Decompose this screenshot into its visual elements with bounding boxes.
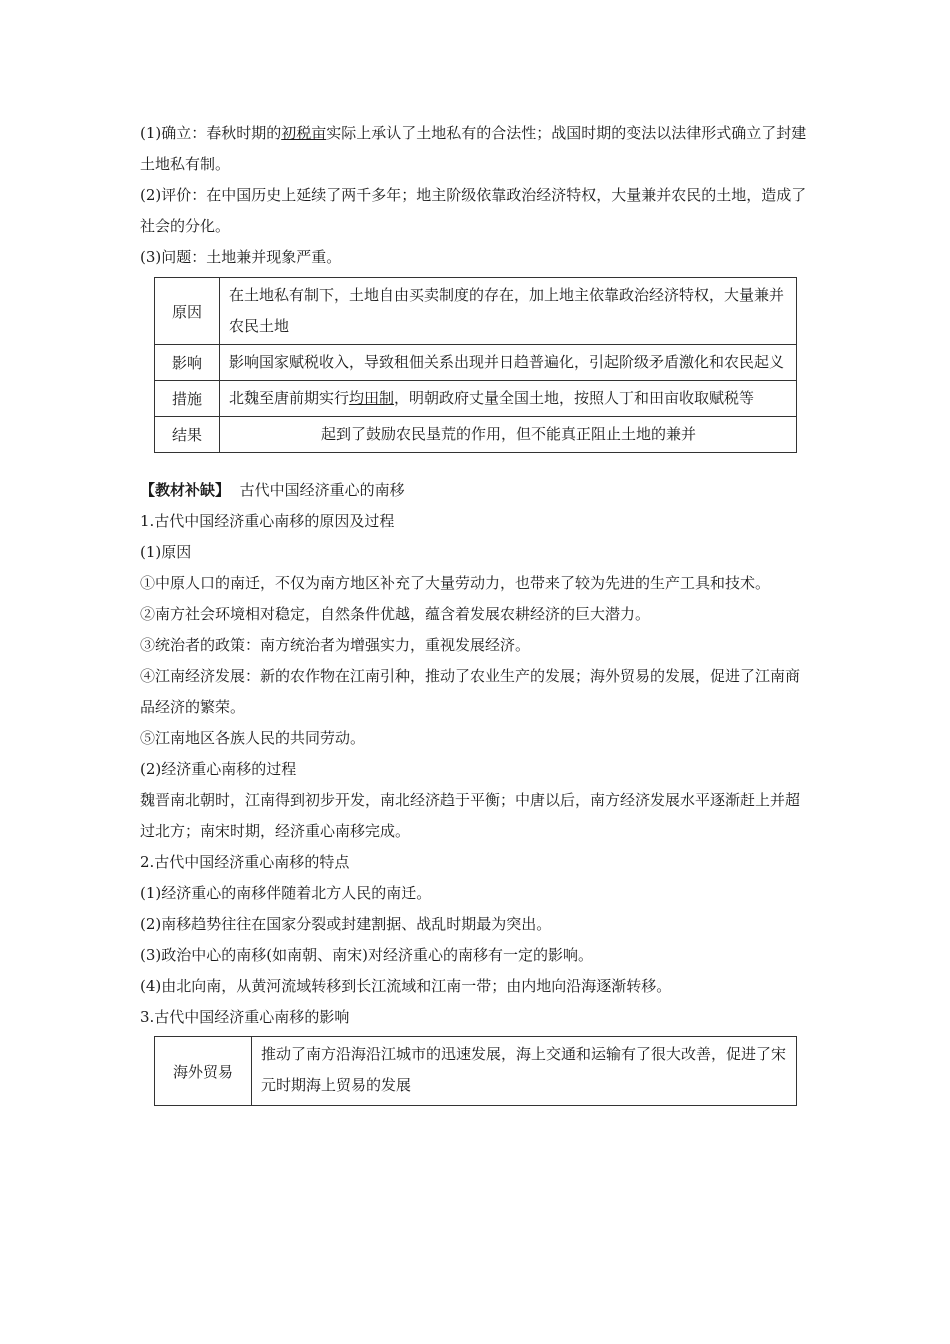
- row-header-measures: 措施: [155, 381, 220, 417]
- subheading-process: (2)经济重心南移的过程: [140, 760, 297, 778]
- feature-item: (4)由北向南，从黄河流域转移到长江流域和江南一带；由内地向沿海逐渐转移。: [140, 977, 672, 995]
- impact-table: [154, 1036, 797, 1106]
- text: 北魏至唐前期实行: [229, 389, 350, 407]
- row-header-effect: 影响: [155, 345, 220, 381]
- paragraph-evaluation: (2)评价：在中国历史上延续了两千多年；地主阶级依靠政治经济特权，大量兼并农民的土地，造成了社会的分化。: [140, 186, 807, 235]
- row-header-cause: 原因: [155, 278, 220, 345]
- section-heading: [140, 475, 812, 506]
- row-header-result: 结果: [155, 417, 220, 453]
- table-row: [155, 278, 797, 345]
- cause-item: ①中原人口的南迁，不仅为南方地区补充了大量劳动力，也带来了较为先进的生产工具和技术。: [140, 574, 771, 592]
- heading-2: 2.古代中国经济重心南移的特点: [140, 853, 350, 871]
- document-page: [140, 118, 812, 1106]
- feature-item: (3)政治中心的南移(如南朝、南宋)对经济重心的南移有一定的影响。: [140, 946, 593, 964]
- row-value: 推动了南方沿海沿江城市的迅速发展，海上交通和运输有了很大改善，促进了宋元时期海上贸易的发展: [252, 1037, 797, 1106]
- cause-item: ④江南经济发展：新的农作物在江南引种，推动了农业生产的发展；海外贸易的发展，促进了江南商品经济的繁荣。: [140, 667, 801, 716]
- cause-item: ⑤江南地区各族人民的共同劳动。: [140, 729, 366, 747]
- row-value: 在土地私有制下，土地自由买卖制度的存在，加上地主依靠政治经济特权，大量兼并农民土地: [220, 278, 797, 345]
- cause-item: ②南方社会环境相对稳定，自然条件优越，蕴含着发展农耕经济的巨大潜力。: [140, 605, 651, 623]
- cause-item: ③统治者的政策：南方统治者为增强实力，重视发展经济。: [140, 636, 531, 654]
- table-row: [155, 381, 797, 417]
- land-annexation-table: [154, 277, 797, 453]
- underlined-term: 均田制: [349, 389, 395, 407]
- underlined-term: 初税亩: [281, 124, 327, 142]
- feature-item: (2)南移趋势往往在国家分裂或封建割据、战乱时期最为突出。: [140, 915, 552, 933]
- section-title: 古代中国经济重心的南移: [239, 481, 405, 499]
- subheading-causes: (1)原因: [140, 543, 192, 561]
- text: 实际上承认了土地私有的合法性；战国时期的变法以法律形式确立了封建土地私有制。: [140, 124, 807, 173]
- row-value: [220, 381, 797, 417]
- heading-1: 1.古代中国经济重心南移的原因及过程: [140, 512, 395, 530]
- process-paragraph: 魏晋南北朝时，江南得到初步开发，南北经济趋于平衡；中唐以后，南方经济发展水平逐渐赶上并超过北方；南宋时期，经济重心南移完成。: [140, 791, 801, 840]
- section-tag: 【教材补缺】: [140, 481, 231, 499]
- feature-item: (1)经济重心的南移伴随着北方人民的南迁。: [140, 884, 432, 902]
- row-value: 起到了鼓励农民垦荒的作用，但不能真正阻止土地的兼并: [220, 417, 797, 453]
- paragraph-problem: (3)问题：土地兼并现象严重。: [140, 248, 342, 266]
- row-header-trade: 海外贸易: [155, 1037, 252, 1106]
- table-row: [155, 417, 797, 453]
- heading-3: 3.古代中国经济重心南移的影响: [140, 1008, 350, 1026]
- text: ，明朝政府丈量全国土地，按照人丁和田亩收取赋税等: [394, 389, 755, 407]
- row-value: 影响国家赋税收入，导致租佃关系出现并日趋普遍化，引起阶级矛盾激化和农民起义: [220, 345, 797, 381]
- table-row: [155, 345, 797, 381]
- text: (1)确立：春秋时期的: [140, 124, 282, 142]
- paragraph-establish: [140, 118, 812, 180]
- table-row: [155, 1037, 797, 1106]
